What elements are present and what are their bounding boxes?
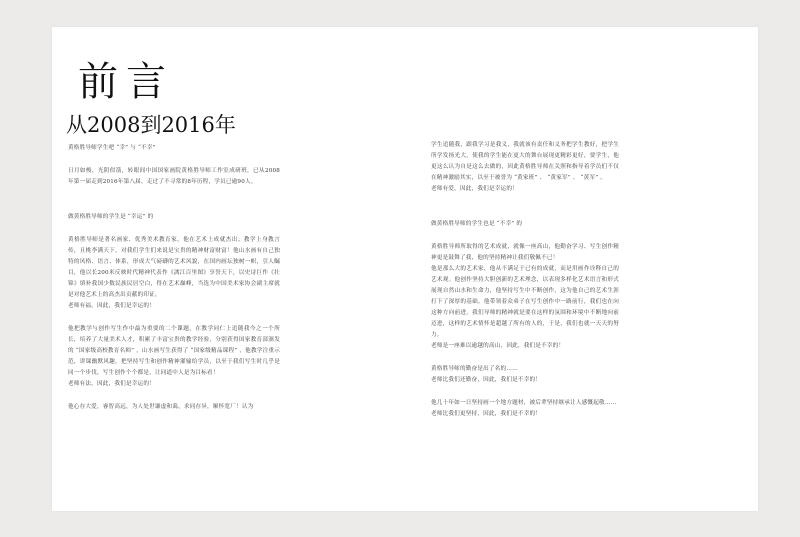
paragraph: 老师有福，因此，我们是幸运的！ xyxy=(68,303,155,309)
paragraph: 黄格胜导师的勤奋是出了名的…… xyxy=(431,366,518,372)
paragraph-gap xyxy=(431,352,619,364)
paragraph: 他心存大爱，睿智高远，为人处世谦虚和蔼，求同存异，顺怀宽厂！认为 xyxy=(68,404,254,410)
paragraph: 日月如梭，光阴似箭，转眼间中国国家画院黄格胜导师工作室成研班，已从2008年第一届走到2016年第八届，走过了不寻常的8年历程，学员已逾90人。 xyxy=(68,168,280,185)
paragraph-gap xyxy=(68,188,280,200)
paragraph-gap xyxy=(68,390,280,402)
paragraph: 做黄格胜导师的学生是 “幸运” 的 xyxy=(68,214,154,220)
page-title: 前言 xyxy=(78,59,174,105)
paragraph: 他把教学与创作写生作中最为重要的二个课题，在教学同仁上追随我今之一个所长，培养了大量美术人才，积累了丰富宝贵的教学经验，分别获得国家教育部颁发的 “国家级高校教育名师” ，山水画写生获得了 “国家级精品课程” ，他教学注重示范，讲课幽默风趣，把坚持写生和创作精神灌输给学员，以至于我们写生时几乎是同一个步伐，写生创作个个都是，让同道中人是为目标看！ xyxy=(68,326,280,376)
paragraph: 老师比我们还勤奋，因此，我们是不幸的！ xyxy=(431,377,542,383)
paragraph-gap xyxy=(68,154,280,166)
right-text-column xyxy=(431,140,619,420)
paragraph: 老师有法，因此，我们是幸运的！ xyxy=(68,381,155,387)
paragraph: 老师是一座难以逾越的高山，因此，我们是不幸的！ xyxy=(431,343,565,349)
paragraph: 黄格胜导师是著名画家、优秀美术教育家，他在艺术上成就杰出；教学上身教言传，且桃李满天下，对我们学生们来说是宝贵的精神财富财富！他山水画有自己独特的风格、语言、体系，形成大气磅礴的艺术风貌，在国内画坛独树一帜，引人瞩目，他以长200米反映时代精神代表作《漓江百里图》享誉天下，以史诗巨作《壮锦》填补我国少数民族民居空白，得在艺术巅峰，当选为中国美术家协会副主席就是对他艺术上的高杰出贡献的印证。 xyxy=(68,237,280,298)
paragraph: 老师比我们更坚持，因此，我们是不幸的！ xyxy=(431,411,542,417)
paragraph: 学生追随我，跟我学习是我义，我就该有责任和义务把学生教好，把学生所学发扬光大，使我的学生能在更大的舞台展现更精彩更好，要学生，他更这么认为自是这么去做的，因此黄格胜导师在关照和指导着学员们不仅在精神激励其实，以至于被誉为 “黄家班” 、 “黄家军” 、 “黄军” 。 xyxy=(431,142,619,181)
paragraph-gap xyxy=(68,200,280,212)
left-text-column xyxy=(68,143,280,413)
paragraph-gap xyxy=(431,207,619,219)
paragraph: 老师有爱，因此，我们是幸运的！ xyxy=(431,186,518,192)
paragraph-gap xyxy=(431,386,619,398)
paragraph-gap xyxy=(68,312,280,324)
paragraph: 他是那么大的艺术家，他从不满足于已有的成就，而是用画作诠释自己的艺术观。他创作坚持大胆创新的艺术理念，以表现多样化艺术语言和形式展现自然山水和生命力，他坚持写生中不断创作，这为他自己的艺术生涯打下了深厚的基础。他带领着众弟子在写生创作中一路前行，我们也在向这种方向前进，我们导师的精神就是要在这样的氛围和环境中不断地向前迈进，这样的艺术情怀是超越了所有的人的，于是，我们也就一天天的努力。 xyxy=(431,266,619,338)
paragraph: 黄格胜导师学生吧 “幸” 与 “不幸” xyxy=(68,145,156,151)
paragraph-gap xyxy=(431,195,619,207)
paragraph: 黄格胜导师所取得的艺术成就，就像一座高山，他勤奋学习、写生创作精神更是鼓舞了我，他的坚持精神让我们敬佩不已！ xyxy=(431,244,619,261)
page-subtitle: 从2008到2016年 xyxy=(66,113,236,137)
paragraph: 他几十年如一日坚持画一个地方题材，被后辈坚持继承让人感慨起敬…… xyxy=(431,400,617,406)
paragraph-gap xyxy=(431,230,619,242)
paragraph-gap xyxy=(68,223,280,235)
paragraph: 做黄格胜导师的学生也是 “不幸” 的 xyxy=(431,221,523,227)
